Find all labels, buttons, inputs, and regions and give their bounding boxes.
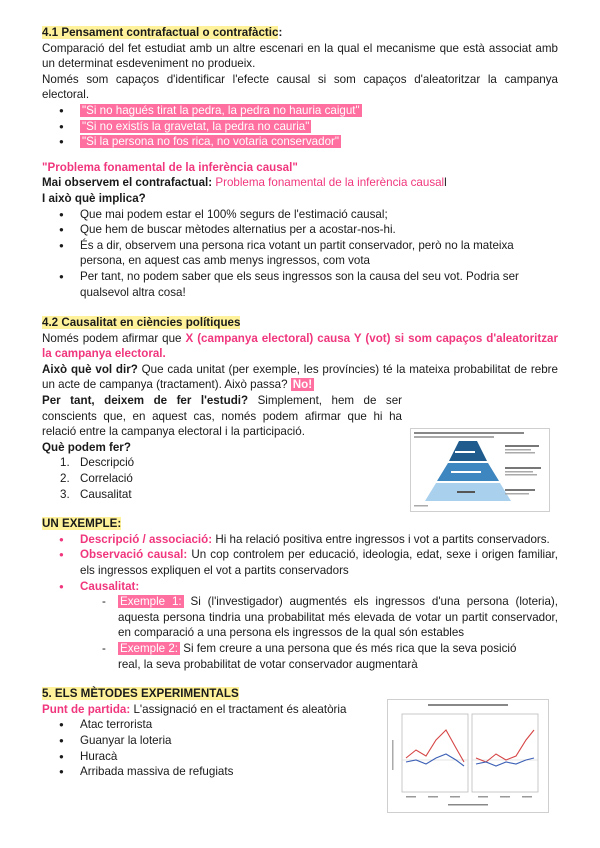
list-text: Causalitat [80, 487, 132, 501]
example-text: Si (l'investigador) augmentés els ingressos d'una persona (loteria), aquesta persona tindria una probabilitat més elevada de votar un partit conservador, en comparació a una persona els ingressos de la qual són estables [118, 595, 559, 640]
paragraph: Comparació del fet estudiat amb un altre escenari en la qual el mecanisme que està associat amb un determinat esdeveniment no produeix. [42, 41, 558, 71]
counterfactual-value: Problema fonamental de la inferència causal [215, 176, 445, 190]
list-text: Correlació [80, 472, 133, 486]
experiment-chart-image [388, 700, 548, 812]
list-number: 3. [60, 487, 70, 501]
item-text: Un cop controlem per educació, ideologia, edat, sexe i origen familiar, els ingressos expliquen el vot a partits conservadors [80, 548, 558, 577]
paragraph: Només som capaços d'identificar l'efecte causal si som capaços d'aleatoritzar la campanya electoral. [42, 72, 558, 102]
implica-list [42, 207, 558, 301]
example-text: Si fem creure a una persona que és més rica que la seva posició real, la seva probabilitat de votar conservador augmentarà [118, 641, 517, 671]
section-4-1-heading-text: 4.1 Pensament contrafactual o contrafàctic [42, 26, 279, 39]
example-badge: Exemple 1: [120, 595, 182, 609]
paragraph [42, 331, 558, 362]
pyramid-figure [410, 428, 550, 512]
list-text: Descripció [80, 456, 135, 470]
list-item [42, 594, 558, 641]
example-badge: Exemple 2: [120, 641, 178, 655]
highlighted-quote: "Si no hagués tirat la pedra, la pedra no hauria caigut" [82, 103, 360, 117]
item-label: Descripció / associació: [80, 532, 213, 546]
question: Això què vol dir? [42, 362, 138, 376]
paragraph [42, 393, 402, 440]
list-item [42, 547, 558, 578]
start-text: L'assignació en el tractament és aleatòria [130, 702, 347, 716]
item-label: Observació causal: [80, 548, 188, 562]
list-item: ● Que hem de buscar mètodes alternatius per a acostar-nos-hi. [42, 222, 558, 238]
implica-question: I això què implica? [42, 191, 146, 205]
list-item: ● Per tant, no podem saber que els seus ingressos son la causa del seu vot. Podria ser qualsevol altra cosa! [42, 269, 558, 300]
example-items [42, 532, 558, 594]
start-label: Punt de partida: [42, 702, 131, 716]
paragraph [42, 362, 558, 393]
pink-emphasis: X (campanya electoral) causa Y (vot) si som capaços d'aleatoritzar la campanya electoral. [42, 331, 558, 361]
list-item: ● És a dir, observem una persona rica votant un partit conservador, però no la mateixa persona, en aquest cas amb menys ingressos, com vota [42, 238, 558, 269]
question: Què podem fer? [42, 440, 131, 454]
fundamental-problem-title: "Problema fonamental de la inferència causal" [42, 160, 298, 174]
item-label: Causalitat: [80, 579, 140, 593]
no-badge: No! [292, 378, 313, 392]
section-4-2-title [42, 315, 558, 331]
highlighted-quote: "Si no existís la gravetat, la pedra no cauria" [82, 119, 310, 133]
section-4-2-heading-text: 4.2 Causalitat en ciències polítiques [42, 316, 241, 330]
list-item: ● Huracà [42, 749, 558, 765]
title-colon: : [278, 26, 283, 39]
causalitat-examples [42, 594, 558, 672]
highlighted-quote: "Si la persona no fos rica, no votaria conservador" [82, 135, 339, 149]
question: Per tant, deixem de fer l'estudi? [42, 394, 249, 408]
example-list [42, 103, 558, 150]
list-number: 1. [60, 456, 70, 470]
answer: Que cada unitat (per exemple, les províncies) té la mateixa probabilitat de rebre un acte de campanya (tractament). Això passa? [42, 362, 558, 392]
answer: Simplement, hem de ser conscients que, en aquest cas, només podem afirmar que hi ha relació entre la campanya electoral i la participació. [42, 394, 403, 439]
example-title [42, 516, 558, 532]
list-item [42, 119, 558, 135]
section-4-1 [42, 25, 558, 300]
list-item [42, 579, 558, 595]
counterfactual-label: Mai observem el contrafactual: [42, 176, 213, 190]
list-number: 2. [60, 472, 70, 486]
counterfactual-line [42, 175, 558, 191]
document-page [42, 25, 558, 780]
counterfactual-end: l [444, 176, 447, 190]
text-span: Només podem afirmar que [42, 331, 186, 345]
list-item [42, 532, 558, 548]
list-item: ● Arribada massiva de refugiats [42, 764, 558, 780]
section-5-heading-text: 5. ELS MÈTODES EXPERIMENTALS [42, 687, 239, 701]
list-item: ● Guanyar la loteria [42, 733, 558, 749]
list-item: ● Que mai podem estar el 100% segurs de l'estimació causal; [42, 207, 558, 223]
list-item [42, 134, 558, 150]
item-text: Hi ha relació positiva entre ingressos i vot a partits conservadors. [212, 532, 550, 546]
list-item [42, 641, 528, 672]
pyramid-image [411, 429, 549, 511]
section-4-1-title [42, 25, 558, 41]
experiment-chart-figure [387, 699, 549, 813]
list-item: ● Atac terrorista [42, 717, 558, 733]
example-section [42, 516, 558, 672]
list-item [42, 103, 558, 119]
example-heading-text: UN EXEMPLE: [42, 517, 122, 531]
